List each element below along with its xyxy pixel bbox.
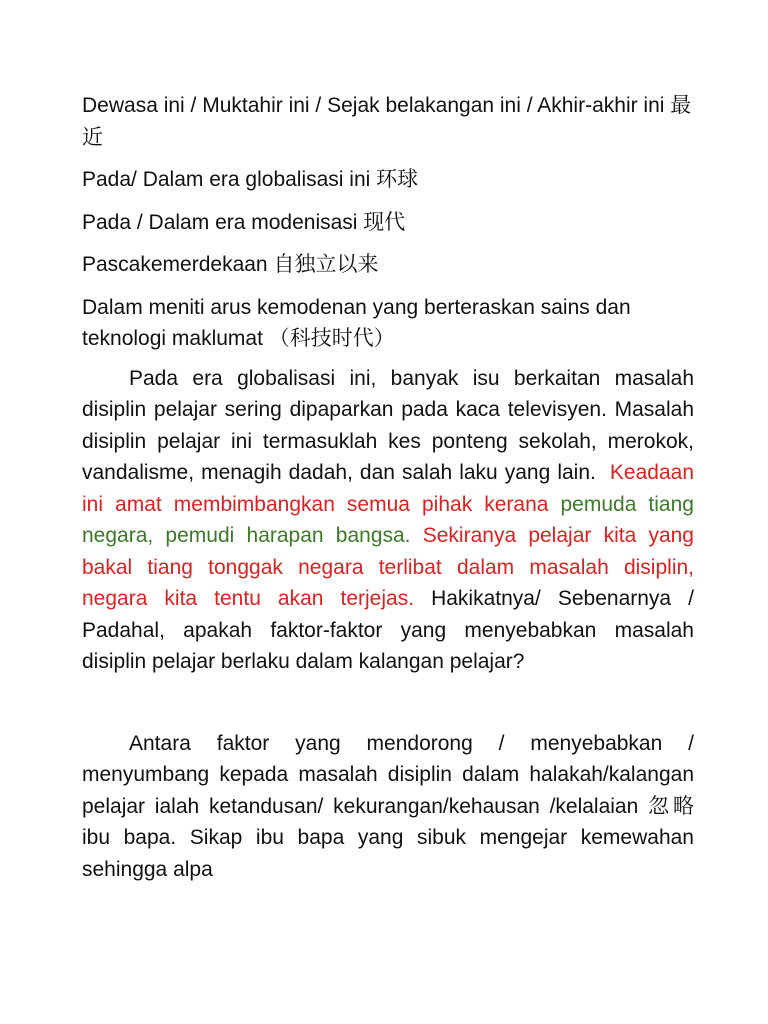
highlight-green-1: pemuda tiang negara, pemudi harapan bangsa. — [82, 492, 694, 547]
highlight-red-1: Keadaan ini amat membimbangkan semua pihak kerana — [82, 461, 695, 516]
highlight-red-2: Sekiranya pelajar kita yang bakal tiang tonggak negara terlibat dalam masalah disiplin, negara kita tentu akan terjejas. — [82, 524, 694, 610]
phrase-line-5: Dalam meniti arus kemodenan yang berteraskan sains dan teknologi maklumat （科技时代） — [82, 295, 631, 350]
intro-text: Pada era globalisasi ini, banyak isu berkaitan masalah disiplin pelajar sering dipaparkan pada kaca televisyen. Masalah disiplin pelajar ini termasuklah kes ponteng sekolah, merokok, vandalisme, menagih dadah, dan salah laku yang lain. — [82, 366, 694, 484]
phrase-line-3: Pada / Dalam era modenisasi 现代 — [82, 210, 406, 234]
outro-text: Hakikatnya/ Sebenarnya / Padahal, apakah faktor-faktor yang menyebabkan masalah disiplin pelajar berlaku dalam kalangan pelajar? — [82, 587, 694, 673]
phrase-line-1: Dewasa ini / Muktahir ini / Sejak belakangan ini / Akhir-akhir ini 最近 — [82, 94, 692, 149]
paragraph-factors: Antara faktor yang mendorong / menyebabkan / menyumbang kepada masalah disiplin dalam halakah/kalangan pelajar ialah ketandusan/ kekurangan/kehausan /kelalaian 忽略 ibu bapa. Sikap ibu bapa yang sibuk mengejar kemewahan sehingga alpa — [82, 731, 694, 881]
paragraph-introduction — [82, 363, 694, 678]
paragraph-gap — [82, 678, 694, 728]
phrase-line-4: Pascakemerdekaan 自独立以来 — [82, 253, 379, 276]
phrase-line-2: Pada/ Dalam era globalisasi ini 环球 — [82, 168, 419, 191]
